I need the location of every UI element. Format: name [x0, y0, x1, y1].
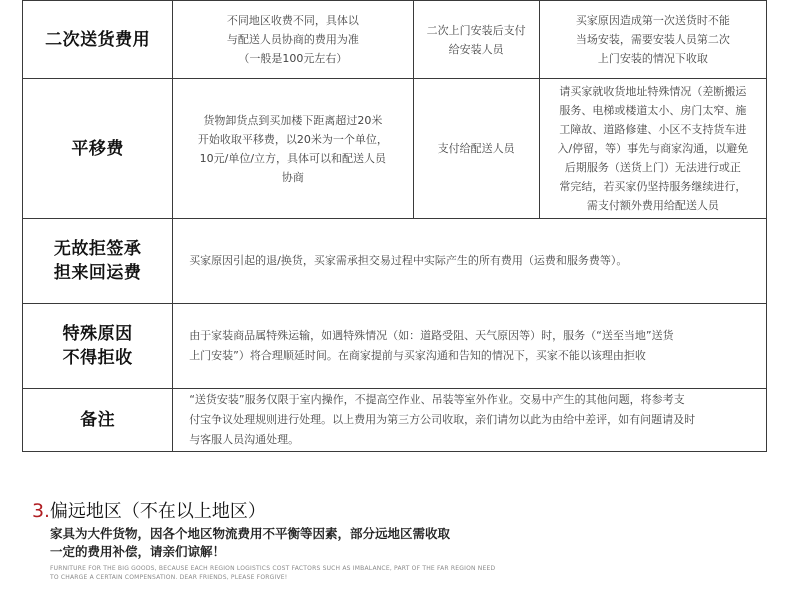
row-payment-method: 支付给配送人员 — [413, 79, 539, 219]
table-row — [23, 1, 767, 79]
section-number: 3 — [32, 500, 45, 522]
section-dot: . — [44, 501, 50, 522]
section-english-text: FURNITURE FOR THE BIG GOODS, BECAUSE EACH REGION LOGISTICS COST FACTORS SUCH AS IMBALANCE, PART OF THE FAR REGION NEED TO CHARGE A CERTAIN COMPENSATION. DEAR FRIENDS, PLEASE FORGIVE! — [50, 565, 496, 581]
fee-table — [22, 0, 767, 452]
row-fee-detail: 货物卸货点到买加楼下距离超过20米 开始收取平移费，以20米为一个单位， 10元/单位/立方，具体可以和配送人员 协商 — [173, 79, 413, 219]
row-title-second-delivery: 二次送货费用 — [23, 1, 173, 79]
row-text: “送货安装”服务仅限于室内操作，不提高空作业、吊装等室外作业。交易中产生的其他问题，将参考支 付宝争议处理规则进行处理。以上费用为第三方公司收取，亲们请勿以此为由给中差评，如有问题请及时 与客服人员沟通处理。 — [173, 389, 767, 452]
table-row — [23, 304, 767, 389]
row-payment-method: 二次上门安装后支付 给安装人员 — [413, 1, 539, 79]
row-condition: 买家原因造成第一次送货时不能 当场安装，需要安装人员第二次 上门安装的情况下收取 — [539, 1, 766, 79]
row-title-special-reason: 特殊原因 不得拒收 — [23, 304, 173, 389]
table-row — [23, 219, 767, 304]
row-text: 买家原因引起的退/换货，买家需承担交易过程中实际产生的所有费用（运费和服务费等）。 — [173, 219, 767, 304]
row-title-refusal: 无故拒签承 担来回运费 — [23, 219, 173, 304]
section-heading — [32, 497, 266, 523]
section-title: 偏远地区（不在以上地区） — [49, 501, 266, 522]
row-title-remarks: 备注 — [23, 389, 173, 452]
row-title-carry-fee: 平移费 — [23, 79, 173, 219]
row-fee-detail: 不同地区收费不同，具体以 与配送人员协商的费用为准 （一般是100元左右） — [173, 1, 413, 79]
section-description: 家具为大件货物，因各个地区物流费用不平衡等因素，部分远地区需收取 一定的费用补偿，请亲们谅解！ — [50, 526, 451, 559]
table-row — [23, 79, 767, 219]
table-row — [23, 389, 767, 452]
row-condition: 请买家就收货地址特殊情况（差断搬运 服务、电梯或楼道太小、房门太窄、施 工障故、道路修建、小区不支持货车进 入/停留，等）事先与商家沟通，以避免 后期服务（送货上门）无法进行或正 常完结，若买家仍坚持服务继续进行， 需支付额外费用给配送人员 — [539, 79, 766, 219]
row-text: 由于家装商品属特殊运输，如遇特殊情况（如：道路受阻、天气原因等）时，服务（“送至当地”送货 上门安装”）将合理顺延时间。在商家提前与买家沟通和告知的情况下，买家不能以该理由拒收 — [173, 304, 767, 389]
